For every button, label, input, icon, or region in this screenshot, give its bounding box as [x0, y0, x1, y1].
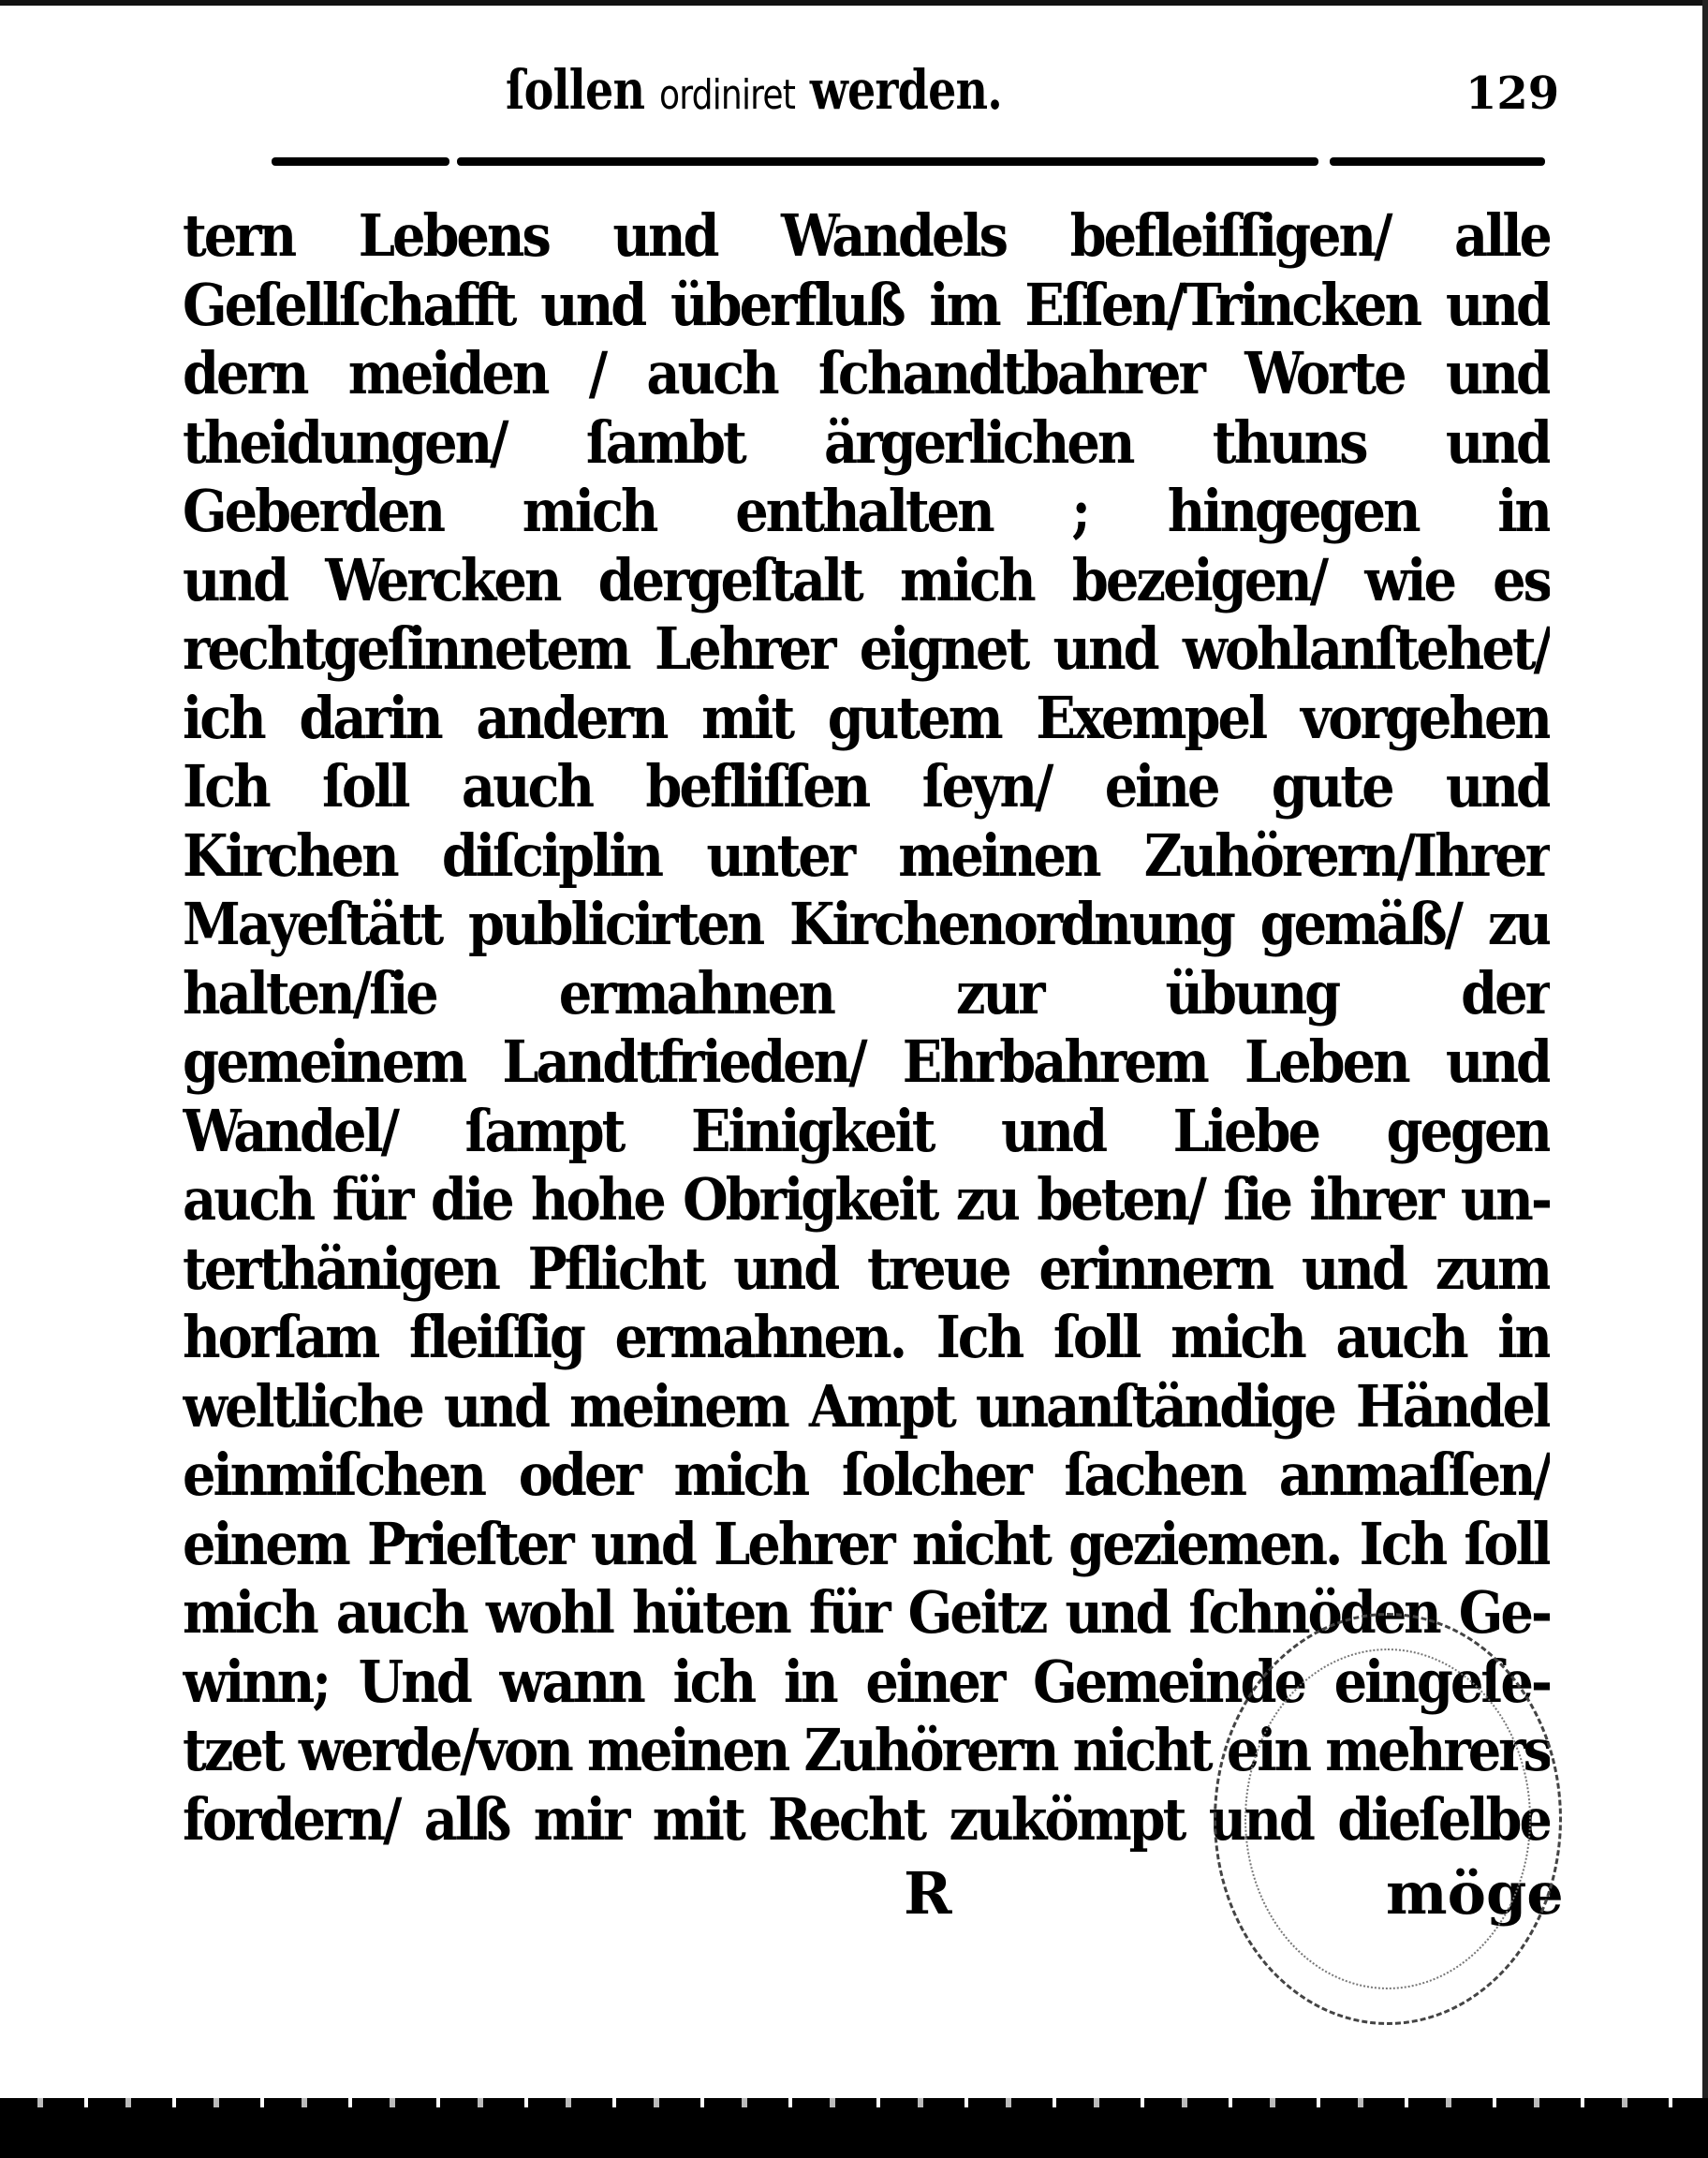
header-rule: [1330, 157, 1545, 166]
text-line-content: terthänigen Pflicht und treue erinnern und zum: [183, 1234, 1550, 1303]
header-rule: [272, 157, 449, 166]
body-text: [183, 201, 1550, 1854]
library-stamp: [1214, 1613, 1562, 2025]
text-line-content: Kirchen diſciplin unter meinen Zuhörern/Ihrer: [183, 820, 1550, 890]
running-head-latin: ordiniret: [658, 71, 796, 119]
page-number: 129: [1465, 67, 1560, 120]
text-line-content: weltliche und meinem Ampt unanſtändige Händel: [183, 1371, 1550, 1441]
scan-bottom-edge: [0, 2098, 1708, 2158]
catchword: möge: [1386, 1859, 1564, 1928]
text-line: [183, 1165, 1550, 1234]
header-rule: [457, 157, 1318, 166]
text-line: [183, 821, 1550, 891]
text-line-content: mich auch wohl hüten für Geitz und ſchnöden Ge-: [183, 1578, 1550, 1647]
text-line: [183, 339, 1550, 408]
text-line-content: fordern/ alß mir mit Recht zukömpt und dieſelbe: [183, 1784, 1550, 1854]
signature-mark: R: [904, 1859, 952, 1928]
text-line: [183, 684, 1550, 753]
text-line: [183, 1097, 1550, 1166]
text-line-content: Wandel/ ſampt Einigkeit und Liebe gegen: [183, 1096, 1550, 1165]
text-line: [183, 1234, 1550, 1304]
text-line-content: dern meiden / auch ſchandtbahrer Worte und: [183, 339, 1550, 407]
text-line: [183, 752, 1550, 821]
text-line-content: Geberden mich enthalten ; hingegen in: [183, 477, 1550, 545]
text-line-content: tern Lebens und Wandels befleiſſigen/ alle: [183, 201, 1550, 270]
running-head-right: werden.: [809, 58, 1003, 122]
text-line-content: auch für die hohe Obrigkeit zu beten/ ſie ihrer un-: [183, 1165, 1550, 1234]
text-line: [183, 546, 1550, 615]
text-line-content: und Wercken dergeſtalt mich bezeigen/ wie es: [183, 545, 1550, 614]
text-line-content: Geſellſchafft und überfluß im Eſſen/Trincken und: [183, 270, 1550, 339]
text-line: [183, 890, 1550, 959]
text-line: [183, 1441, 1550, 1510]
library-stamp-inner-ring: [1244, 1648, 1531, 1989]
text-line-content: einem Prieſter und Lehrer nicht geziemen. Ich ſoll: [183, 1509, 1550, 1578]
text-line-content: ich darin andern mit gutem Exempel vorgehen: [183, 683, 1550, 752]
page-header: [0, 58, 1708, 133]
text-line: [183, 477, 1550, 546]
text-line-content: Mayeſtätt publicirten Kirchenordnung gemäß/ zu: [183, 890, 1550, 958]
text-line: [183, 959, 1550, 1028]
text-line: [183, 1510, 1550, 1579]
text-line: [183, 271, 1550, 340]
text-line: [183, 201, 1550, 271]
running-head: [506, 58, 1002, 122]
running-head-left: ſollen: [506, 58, 645, 122]
text-line-content: rechtgeſinnetem Lehrer eignet und wohlanſtehet/: [183, 614, 1550, 683]
text-line-content: horſam fleiſſig ermahnen. Ich ſoll mich auch in: [183, 1303, 1550, 1371]
text-line: [183, 408, 1550, 478]
text-line-content: halten/ſie ermahnen zur übung der: [183, 958, 1550, 1027]
text-line: [183, 1303, 1550, 1372]
scan-top-edge: [0, 0, 1708, 6]
text-line-content: Ich ſoll auch befliſſen ſeyn/ eine gute und: [183, 752, 1550, 820]
text-line-content: einmiſchen oder mich ſolcher ſachen anmaſſen/: [183, 1441, 1550, 1509]
text-line-content: tzet werde/von meinen Zuhörern nicht ein mehrers: [183, 1716, 1550, 1784]
text-line-content: winn; Und wann ich in einer Gemeinde eingeſe-: [183, 1647, 1550, 1716]
text-line: [183, 1027, 1550, 1097]
text-line-content: gemeinem Landtfrieden/ Ehrbahrem Leben und: [183, 1027, 1550, 1096]
text-line: [183, 614, 1550, 684]
text-line: [183, 1372, 1550, 1441]
text-line-content: theidungen/ ſambt ärgerlichen thuns und: [183, 407, 1550, 477]
scan-right-edge: [1702, 0, 1708, 2098]
